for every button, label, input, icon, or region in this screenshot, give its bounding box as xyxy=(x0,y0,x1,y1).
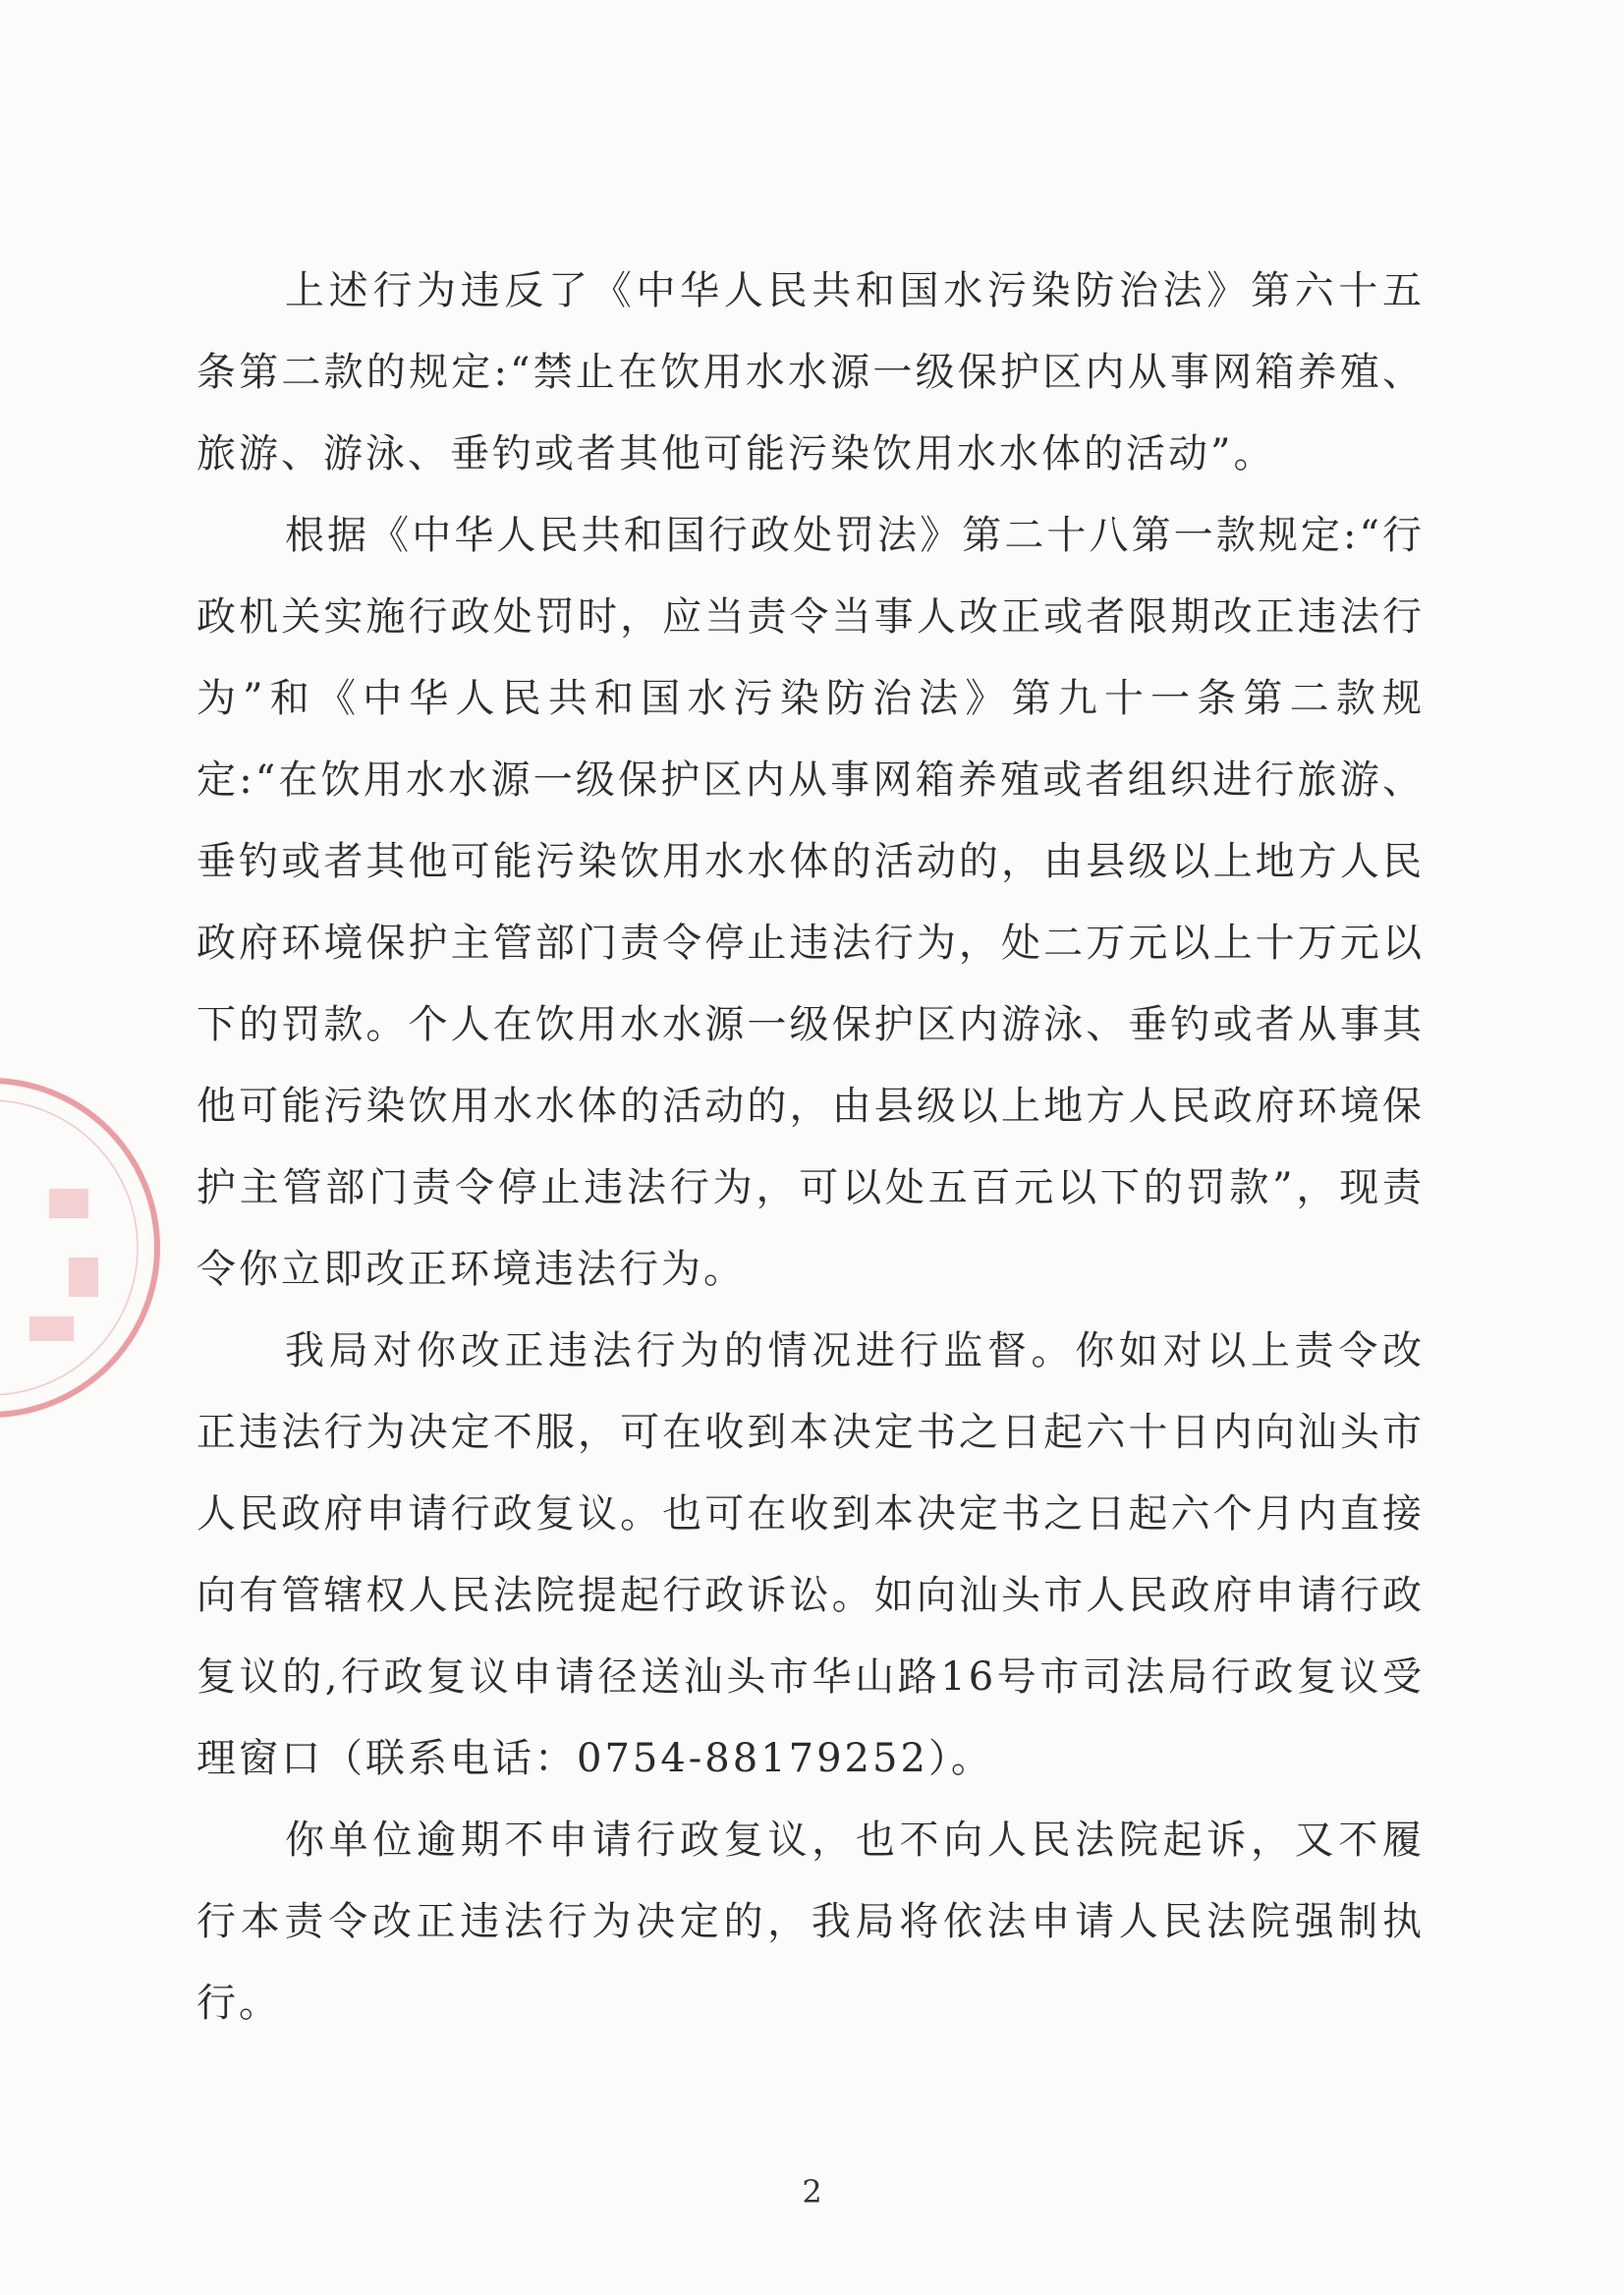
official-seal-fragment xyxy=(0,1071,196,1425)
paragraph-legal-basis: 根据《中华人民共和国行政处罚法》第二十八第一款规定:“行政机关实施行政处罚时，应当责令当事人改正或者限期改正违法行为”和《中华人民共和国水污染防治法》第九十一条第二款规定:“在饮用水水源一级保护区内从事网箱养殖或者组织进行旅游、垂钓或者其他可能污染饮用水水体的活动的，由县级以上地方人民政府环境保护主管部门责令停止违法行为，处二万元以上十万元以下的罚款。个人在饮用水水源一级保护区内游泳、垂钓或者从事其他可能污染饮用水水体的活动的，由县级以上地方人民政府环境保护主管部门责令停止违法行为，可以处五百元以下的罚款”，现责令你立即改正环境违法行为。 xyxy=(196,513,1425,1292)
paragraph-enforcement: 你单位逾期不申请行政复议，也不向人民法院起诉，又不履行本责令改正违法行为决定的，我局将依法申请人民法院强制执行。 xyxy=(196,1818,1425,2026)
paragraph-appeal-rights: 我局对你改正违法行为的情况进行监督。你如对以上责令改正违法行为决定不服，可在收到本决定书之日起六十日内向汕头市人民政府申请行政复议。也可在收到本决定书之日起六个月内直接向有管辖权人民法院提起行政诉讼。如向汕头市人民政府申请行政复议的,行政复议申请径送汕头市华山路16号市司法局行政复议受理窗口（联系电话：0754-88179252）。 xyxy=(196,1328,1425,1781)
page-number: 2 xyxy=(802,2173,822,2211)
document-body xyxy=(196,251,1425,2044)
paragraph-violation: 上述行为违反了《中华人民共和国水污染防治法》第六十五条第二款的规定:“禁止在饮用水水源一级保护区内从事网箱养殖、旅游、游泳、垂钓或者其他可能污染饮用水水体的活动”。 xyxy=(196,268,1425,476)
